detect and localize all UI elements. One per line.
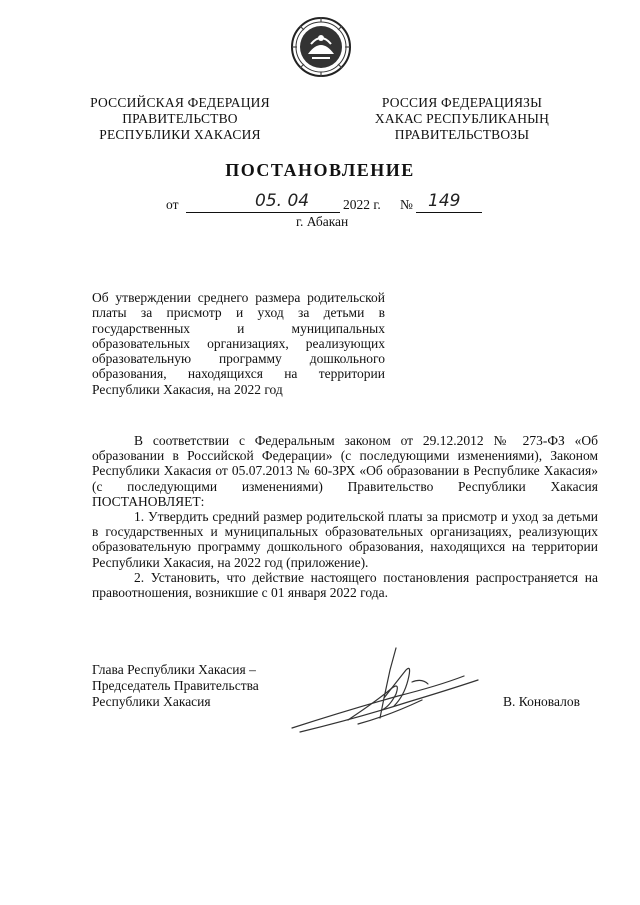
coat-of-arms-emblem xyxy=(290,14,352,80)
number-handwritten: 149 xyxy=(428,191,461,211)
city: г. Абакан xyxy=(296,214,349,229)
signatory-name: В. Коновалов xyxy=(503,694,580,709)
item-1-paragraph: 1. Утвердить средний размер родительской платы за присмотр и уход за детьми в государственных и муниципальных образовательных организациях, реализующих образовательную программу дошкольного образования, находящихся на территории Республики Хакасия, на 2022 год (приложение). xyxy=(92,509,598,570)
header-left-line-2: ПРАВИТЕЛЬСТВО xyxy=(122,111,238,126)
header-right-line-3: ПРАВИТЕЛЬСТВОЗЫ xyxy=(394,127,530,142)
header-right-line-2: ХАКАС РЕСПУБЛИКАНЫҢ xyxy=(374,111,550,126)
signatory-position-line-3: Республики Хакасия xyxy=(92,694,211,709)
signatory-position-line-2: Председатель Правительства xyxy=(92,678,259,693)
signatory-position-line-1: Глава Республики Хакасия – xyxy=(92,662,256,677)
header-left xyxy=(80,95,280,143)
header-right xyxy=(362,95,562,143)
document-body xyxy=(92,433,598,600)
date-handwritten: 05. 04 xyxy=(255,191,310,211)
handwritten-signature xyxy=(288,640,488,740)
header-left-line-3: РЕСПУБЛИКИ ХАКАСИЯ xyxy=(99,127,261,142)
header-left-line-1: РОССИЙСКАЯ ФЕДЕРАЦИЯ xyxy=(90,95,270,110)
date-year: 2022 г. xyxy=(343,197,381,212)
header-right-line-1: РОССИЯ ФЕДЕРАЦИЯЗЫ xyxy=(381,95,543,110)
preamble-paragraph: В соответствии с Федеральным законом от 29.12.2012 № 273-ФЗ «Об образовании в Российской Федерации» (с последующими изменениями), Законом Республики Хакасия от 05.07.2013 № 60-ЗРХ «Об образовании в Республике Хакасия» (с последующими изменениями) Правительство Республики Хакасия ПОСТАНОВЛЯЕТ: xyxy=(92,433,598,509)
date-from-label: от xyxy=(166,197,179,212)
document-title: ПОСТАНОВЛЕНИЕ xyxy=(225,160,415,180)
item-2-paragraph: 2. Установить, что действие настоящего постановления распространяется на правоотношения, возникшие с 01 января 2022 года. xyxy=(92,569,598,601)
signatory-position xyxy=(92,662,259,710)
document-subject: Об утверждении среднего размера родительской платы за присмотр и уход за детьми в государственных и муниципальных образовательных организациях, реализующих образовательную программу дошкольного образования, находящихся на территории Республики Хакасия, на 2022 год xyxy=(92,290,385,397)
number-sign: № xyxy=(400,197,413,212)
